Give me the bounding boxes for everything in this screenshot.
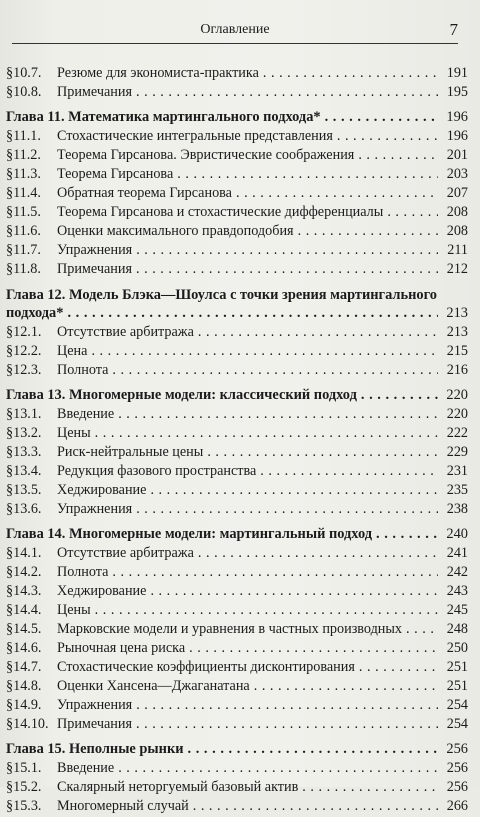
toc-section-row xyxy=(6,621,468,640)
dot-leader xyxy=(361,387,438,404)
section-title: Оценки Хансена—Джаганатана xyxy=(57,678,250,694)
section-label xyxy=(6,324,194,341)
dot-leader xyxy=(95,602,438,619)
toc-section-row xyxy=(6,84,468,103)
running-title: Оглавление xyxy=(200,22,270,37)
section-title: Цены xyxy=(57,602,91,618)
toc-section-row xyxy=(6,242,468,261)
toc-section-row xyxy=(6,545,468,564)
toc-section-row xyxy=(6,324,468,343)
section-label xyxy=(6,501,132,518)
dot-leader xyxy=(118,406,438,423)
toc-section-row xyxy=(6,406,468,425)
section-label xyxy=(6,760,114,777)
dot-leader xyxy=(136,501,438,518)
section-title: Полнота xyxy=(57,564,109,580)
toc-section-row xyxy=(6,760,468,779)
section-label xyxy=(6,602,91,619)
dot-leader xyxy=(325,109,438,126)
dot-leader xyxy=(136,84,438,101)
dot-leader xyxy=(136,261,438,278)
table-of-contents xyxy=(6,65,468,817)
toc-section-row xyxy=(6,444,468,463)
section-label xyxy=(6,362,108,379)
toc-chapter-row xyxy=(6,305,468,324)
dot-leader xyxy=(118,760,438,777)
chapter-page: 240 xyxy=(446,526,468,542)
section-page: 207 xyxy=(446,185,468,201)
section-title: Обратная теорема Гирсанова xyxy=(57,185,232,201)
section-label xyxy=(6,128,333,145)
dot-leader xyxy=(67,305,438,322)
section-page: 215 xyxy=(446,343,468,359)
chapter-title: Глава 15. Неполные рынки xyxy=(6,741,184,757)
section-page: 208 xyxy=(446,223,468,239)
section-label xyxy=(6,84,132,101)
toc-section-row xyxy=(6,678,468,697)
section-label xyxy=(6,166,173,183)
dot-leader xyxy=(150,583,438,600)
section-title: Стохастические интегральные представления xyxy=(57,128,333,144)
section-page: 266 xyxy=(446,798,468,814)
section-title: Введение xyxy=(57,760,115,776)
toc-section-row xyxy=(6,362,468,381)
section-number: §14.5. xyxy=(6,621,42,637)
chapter-page: 196 xyxy=(446,109,468,125)
section-page: 216 xyxy=(446,362,468,378)
section-page: 196 xyxy=(446,128,468,144)
dot-leader xyxy=(193,798,438,815)
section-title: Хеджирование xyxy=(57,482,147,498)
section-title: Оценки максимального правдоподобия xyxy=(57,223,294,239)
section-number: §14.7. xyxy=(6,659,42,675)
section-label xyxy=(6,65,259,82)
dot-leader xyxy=(207,444,438,461)
section-number: §14.9. xyxy=(6,697,42,713)
dot-leader xyxy=(358,147,438,164)
section-page: 251 xyxy=(446,678,468,694)
section-label xyxy=(6,406,114,423)
section-number: §15.1. xyxy=(6,760,42,776)
section-title: Рыночная цена риска xyxy=(57,640,186,656)
section-label xyxy=(6,223,294,240)
toc-section-row xyxy=(6,425,468,444)
section-title: Хеджирование xyxy=(57,583,147,599)
section-label xyxy=(6,659,355,676)
toc-section-row xyxy=(6,463,468,482)
chapter-title: подхода* xyxy=(6,305,64,321)
section-page: 203 xyxy=(446,166,468,182)
section-label xyxy=(6,697,132,714)
section-page: 191 xyxy=(446,65,468,81)
section-title: Цены xyxy=(57,425,91,441)
section-number: §11.6. xyxy=(6,223,41,239)
section-number: §13.1. xyxy=(6,406,42,422)
section-label xyxy=(6,545,194,562)
dot-leader xyxy=(112,362,438,379)
section-number: §11.5. xyxy=(6,204,41,220)
dot-leader xyxy=(359,659,438,676)
section-label xyxy=(6,640,185,657)
section-number: §14.1. xyxy=(6,545,42,561)
section-label xyxy=(6,444,203,461)
section-number: §15.2. xyxy=(6,779,42,795)
toc-section-row xyxy=(6,128,468,147)
toc-chapter-row xyxy=(6,109,468,128)
toc-section-row xyxy=(6,166,468,185)
section-label xyxy=(6,716,132,733)
section-page: 250 xyxy=(446,640,468,656)
section-title: Упражнения xyxy=(57,242,133,258)
section-title: Примечания xyxy=(57,84,132,100)
dot-leader xyxy=(150,482,438,499)
dot-leader xyxy=(177,166,438,183)
section-title: Цена xyxy=(57,343,88,359)
section-title: Упражнения xyxy=(57,501,133,517)
dot-leader xyxy=(298,223,438,240)
dot-leader xyxy=(302,779,438,796)
section-number: §14.8. xyxy=(6,678,42,694)
page-number: 7 xyxy=(449,20,458,39)
toc-section-row xyxy=(6,583,468,602)
section-page: 213 xyxy=(446,324,468,340)
section-title: Введение xyxy=(57,406,115,422)
section-page: 254 xyxy=(446,697,468,713)
section-number: §12.1. xyxy=(6,324,42,340)
section-title: Редукция фазового пространства xyxy=(57,463,257,479)
section-page: 195 xyxy=(446,84,468,100)
section-page: 220 xyxy=(446,406,468,422)
section-number: §12.2. xyxy=(6,343,42,359)
section-title: Стохастические коэффициенты дисконтирования xyxy=(57,659,355,675)
dot-leader xyxy=(337,128,438,145)
section-number: §14.2. xyxy=(6,564,42,580)
dot-leader xyxy=(136,716,438,733)
dot-leader xyxy=(260,463,438,480)
toc-chapter-row xyxy=(6,526,468,545)
section-number: §11.2. xyxy=(6,147,41,163)
dot-leader xyxy=(198,545,438,562)
section-number: §11.7. xyxy=(6,242,41,258)
toc-section-row xyxy=(6,697,468,716)
toc-section-row xyxy=(6,798,468,817)
section-page: 245 xyxy=(446,602,468,618)
section-number: §14.4. xyxy=(6,602,42,618)
toc-section-row xyxy=(6,482,468,501)
section-title: Отсутствие арбитража xyxy=(57,545,194,561)
section-page: 251 xyxy=(446,659,468,675)
section-label xyxy=(6,798,189,815)
section-number: §13.4. xyxy=(6,463,42,479)
section-number: §12.3. xyxy=(6,362,42,378)
toc-chapter-row xyxy=(6,741,468,760)
dot-leader xyxy=(376,526,438,543)
section-label xyxy=(6,343,87,360)
section-title: Риск-нейтральные цены xyxy=(57,444,204,460)
chapter-title: Глава 11. Математика мартингального подхода* xyxy=(6,109,321,125)
section-number: §11.4. xyxy=(6,185,41,201)
toc-section-row xyxy=(6,261,468,280)
section-label xyxy=(6,564,108,581)
dot-leader xyxy=(188,741,438,758)
section-number: §10.8. xyxy=(6,84,42,100)
header-rule xyxy=(12,43,458,44)
section-page: 222 xyxy=(446,425,468,441)
section-title: Теорема Гирсанова и стохастические дифференциалы xyxy=(57,204,384,220)
dot-leader xyxy=(236,185,438,202)
section-page: 256 xyxy=(446,760,468,776)
section-title: Примечания xyxy=(57,716,132,732)
running-header xyxy=(12,22,458,42)
toc-section-row xyxy=(6,147,468,166)
section-number: §13.3. xyxy=(6,444,42,460)
section-page: 243 xyxy=(446,583,468,599)
section-number: §13.6. xyxy=(6,501,42,517)
section-page: 242 xyxy=(446,564,468,580)
section-number: §10.7. xyxy=(6,65,42,81)
section-page: 254 xyxy=(446,716,468,732)
section-title: Упражнения xyxy=(57,697,133,713)
toc-section-row xyxy=(6,204,468,223)
section-title: Многомерный случай xyxy=(57,798,189,814)
chapter-title: Глава 14. Многомерные модели: мартингальный подход xyxy=(6,526,373,542)
section-page: 231 xyxy=(446,463,468,479)
dot-leader xyxy=(189,640,438,657)
section-label xyxy=(6,482,146,499)
section-page: 229 xyxy=(446,444,468,460)
toc-chapter-row xyxy=(6,387,468,406)
section-label xyxy=(6,583,146,600)
section-title: Теорема Гирсанова. Эвристические соображения xyxy=(57,147,355,163)
section-title: Теорема Гирсанова xyxy=(57,166,174,182)
section-label xyxy=(6,185,232,202)
section-title: Примечания xyxy=(57,261,132,277)
section-page: 201 xyxy=(446,147,468,163)
section-number: §14.3. xyxy=(6,583,42,599)
section-label xyxy=(6,779,298,796)
section-label xyxy=(6,242,132,259)
section-page: 208 xyxy=(446,204,468,220)
toc-section-row xyxy=(6,564,468,583)
section-label xyxy=(6,678,250,695)
section-title: Резюме для экономиста-практика xyxy=(57,65,259,81)
section-number: §11.1. xyxy=(6,128,41,144)
chapter-title-line: Глава 12. Модель Блэка—Шоулса с точки зрения мартингального xyxy=(6,287,437,303)
section-page: 211 xyxy=(447,242,468,258)
dot-leader xyxy=(112,564,438,581)
toc-section-row xyxy=(6,659,468,678)
section-number: §11.3. xyxy=(6,166,41,182)
dot-leader xyxy=(136,242,438,259)
chapter-page: 256 xyxy=(446,741,468,757)
dot-leader xyxy=(254,678,438,695)
toc-section-row xyxy=(6,185,468,204)
chapter-page: 213 xyxy=(446,305,468,321)
dot-leader xyxy=(91,343,438,360)
chapter-page: 220 xyxy=(446,387,468,403)
section-label xyxy=(6,147,354,164)
section-page: 238 xyxy=(446,501,468,517)
section-title: Марковские модели и уравнения в частных производных xyxy=(57,621,403,637)
dot-leader xyxy=(387,204,438,221)
section-number: §14.6. xyxy=(6,640,42,656)
toc-section-row xyxy=(6,343,468,362)
dot-leader xyxy=(263,65,438,82)
section-number: §13.5. xyxy=(6,482,42,498)
section-title: Отсутствие арбитража xyxy=(57,324,194,340)
section-number: §14.10. xyxy=(6,716,49,732)
toc-section-row xyxy=(6,716,468,735)
section-page: 241 xyxy=(446,545,468,561)
section-label xyxy=(6,425,91,442)
dot-leader xyxy=(198,324,438,341)
section-title: Полнота xyxy=(57,362,109,378)
section-number: §11.8. xyxy=(6,261,41,277)
section-number: §13.2. xyxy=(6,425,42,441)
section-page: 212 xyxy=(446,261,468,277)
toc-section-row xyxy=(6,501,468,520)
section-page: 256 xyxy=(446,779,468,795)
toc-section-row xyxy=(6,779,468,798)
dot-leader xyxy=(406,621,438,638)
section-title: Скалярный неторгуемый базовый актив xyxy=(57,779,299,795)
section-label xyxy=(6,204,383,221)
dot-leader xyxy=(136,697,438,714)
toc-section-row xyxy=(6,640,468,659)
section-page: 235 xyxy=(446,482,468,498)
toc-section-row xyxy=(6,223,468,242)
section-page: 248 xyxy=(446,621,468,637)
section-number: §15.3. xyxy=(6,798,42,814)
dot-leader xyxy=(95,425,438,442)
section-label xyxy=(6,261,132,278)
toc-section-row xyxy=(6,602,468,621)
section-label xyxy=(6,463,256,480)
section-label xyxy=(6,621,402,638)
toc-section-row xyxy=(6,65,468,84)
chapter-title: Глава 13. Многомерные модели: классический подход xyxy=(6,387,357,403)
